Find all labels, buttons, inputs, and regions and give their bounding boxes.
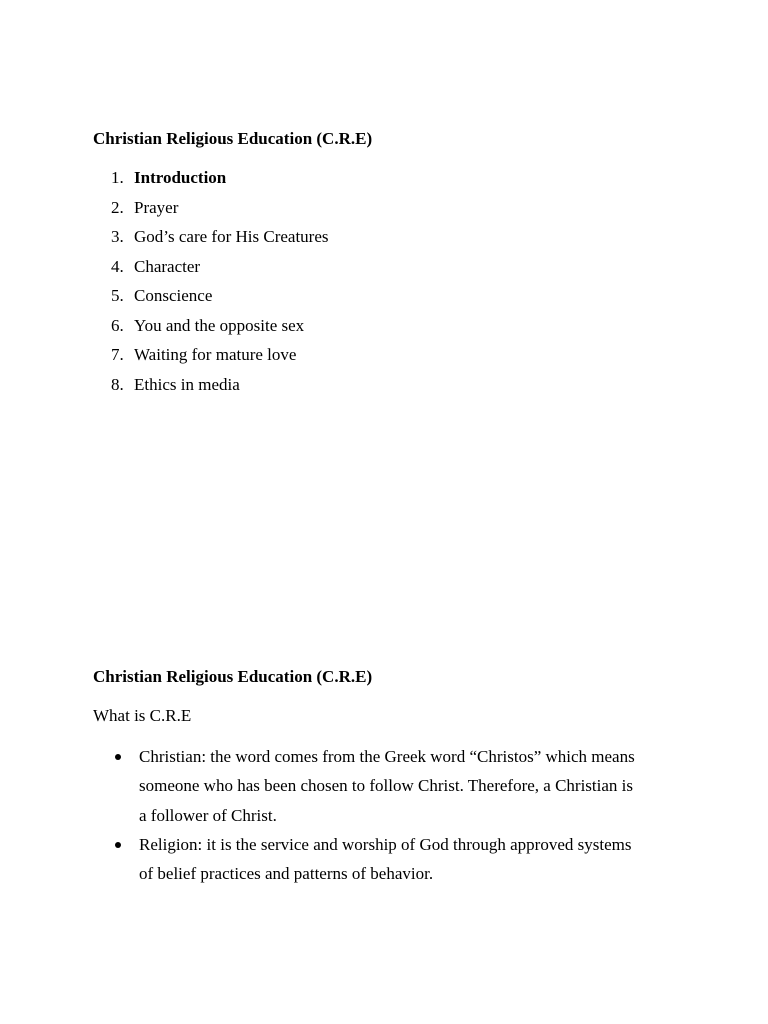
- list-number: 8.: [111, 374, 124, 394]
- list-number: 2.: [111, 197, 124, 217]
- list-number: 4.: [111, 256, 124, 276]
- bullet-line: someone who has been chosen to follow Christ. Therefore, a Christian is: [139, 776, 633, 796]
- subheading: What is C.R.E: [93, 706, 192, 725]
- list-item: [93, 316, 683, 346]
- list-number: 1.: [111, 168, 124, 187]
- section-definitions: [93, 665, 683, 888]
- list-item-text: Ethics in media: [134, 374, 240, 394]
- bullet-item: [93, 742, 669, 830]
- list-item: [93, 345, 683, 375]
- list-item-text: Prayer: [134, 197, 179, 217]
- list-item: [93, 375, 683, 405]
- section-heading: Christian Religious Education (C.R.E): [93, 129, 373, 148]
- bullet-line: of belief practices and patterns of behavior.: [139, 864, 434, 884]
- topic-list: [93, 168, 683, 404]
- list-item-text: Introduction: [134, 168, 227, 187]
- list-item-text: Character: [134, 256, 201, 276]
- list-item-text: Waiting for mature love: [134, 345, 297, 364]
- list-item-text: God’s care for His Creatures: [134, 227, 329, 246]
- section-heading: Christian Religious Education (C.R.E): [93, 667, 373, 686]
- list-item: [93, 198, 683, 228]
- list-number: 5.: [111, 286, 124, 305]
- list-item-text: You and the opposite sex: [134, 315, 305, 335]
- list-number: 3.: [111, 227, 124, 246]
- bullet-item: [93, 830, 669, 889]
- list-item-text: Conscience: [134, 286, 213, 305]
- list-item: [93, 257, 683, 287]
- bullet-icon: [115, 754, 121, 760]
- bullet-line: Christian: the word comes from the Greek word “Christos” which means: [139, 747, 635, 766]
- definition-list: [93, 742, 683, 888]
- bullet-line: a follower of Christ.: [139, 805, 277, 825]
- section-topics: [93, 127, 683, 404]
- list-item: [93, 168, 683, 198]
- bullet-icon: [115, 842, 121, 848]
- bullet-line: Religion: it is the service and worship of God through approved systems: [139, 834, 632, 854]
- list-number: 6.: [111, 315, 124, 335]
- list-item: [93, 227, 683, 257]
- list-number: 7.: [111, 345, 124, 364]
- list-item: [93, 286, 683, 316]
